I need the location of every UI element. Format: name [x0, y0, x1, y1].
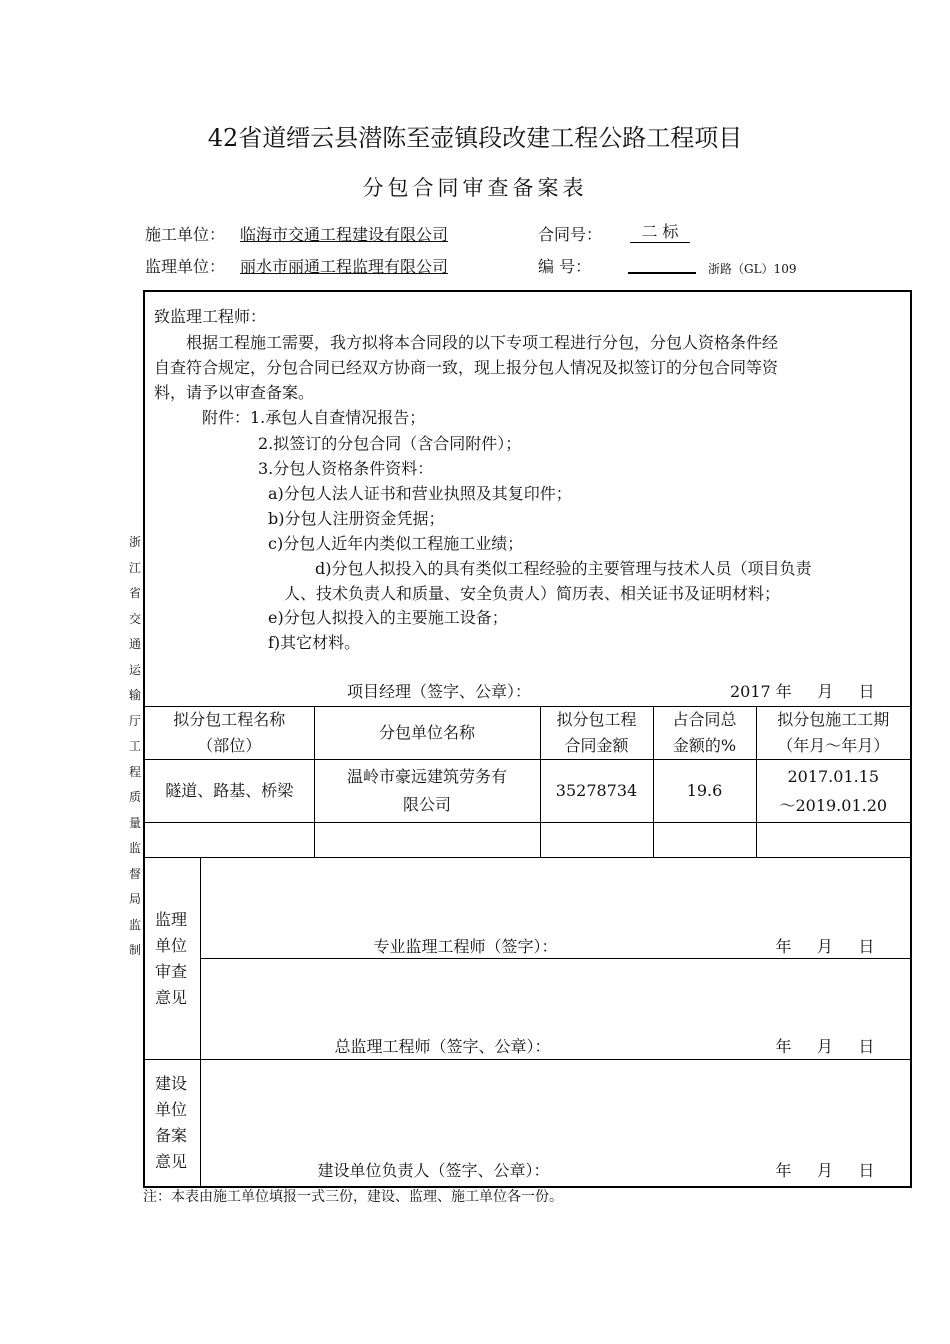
side-vertical-text — [128, 530, 142, 964]
attachment-3f: f)其它材料。 — [268, 633, 361, 652]
attachment-3d: d)分包人拟投入的具有类似工程经验的主要管理与技术人员（项目负责 — [315, 559, 812, 578]
side-char: 制 — [128, 943, 141, 957]
label-line: 意见 — [155, 1152, 188, 1171]
header-text: 分包单位名称 — [378, 723, 475, 742]
side-char: 省 — [128, 586, 141, 600]
cell-amount: 35278734 — [540, 760, 653, 823]
owner-filing-cell — [200, 1060, 911, 1188]
attachment-3a: a)分包人法人证书和营业执照及其复印件； — [268, 484, 572, 503]
serial-label: 编 号： — [538, 257, 592, 276]
table-row-empty — [144, 823, 911, 858]
header-text: （部位） — [197, 736, 262, 755]
cell-period — [756, 760, 911, 823]
page-title: 42省道缙云县潜陈至壶镇段改建工程公路工程项目 — [207, 124, 743, 152]
cell-text: 温岭市豪远建筑劳务有 — [346, 767, 507, 786]
owner-signature-label: 建设单位负责人（签字、公章）： — [317, 1161, 550, 1180]
cell-empty — [653, 823, 756, 858]
pm-signature-label: 项目经理（签字、公章）： — [347, 682, 532, 701]
attachment-2: 2.拟签订的分包合同（含合同附件）； — [258, 434, 522, 453]
contractor-label: 施工单位： — [145, 225, 226, 244]
side-char: 浙 — [128, 535, 141, 549]
cell-percent: 19.6 — [653, 760, 756, 823]
label-line: 意见 — [155, 987, 188, 1007]
table-row — [144, 760, 911, 823]
application-letter — [144, 291, 911, 707]
supervisor-label: 监理单位： — [145, 257, 226, 276]
label-line: 单位 — [155, 935, 188, 955]
side-char: 量 — [128, 815, 141, 830]
label-line: 审查 — [155, 961, 188, 981]
attachment-3: 3.分包人资格条件资料： — [258, 459, 434, 478]
label-line: 单位 — [155, 1100, 188, 1119]
side-char: 江 — [128, 560, 141, 575]
side-char: 运 — [128, 662, 141, 677]
owner-section-label — [144, 1060, 200, 1188]
contract-no-value: 二 标 — [630, 222, 690, 243]
chief-signature-label: 总监理工程师（签字、公章）： — [334, 1037, 551, 1056]
col-header-work-name — [144, 707, 314, 760]
attachment-1: 附件：1.承包人自查情况报告； — [202, 408, 426, 427]
label-line: 建设 — [155, 1074, 188, 1093]
footnote: 注：本表由施工单位填报一式三份，建设、监理、施工单位各一份。 — [143, 1189, 563, 1205]
side-char: 交 — [128, 611, 141, 626]
attachment-3e: e)分包人拟投入的主要施工设备； — [268, 608, 508, 627]
side-char: 程 — [128, 764, 141, 779]
engineer-signature-label: 专业监理工程师（签字）： — [373, 937, 558, 956]
header-text: 金额的% — [672, 736, 737, 755]
cell-work-name: 隧道、路基、桥梁 — [144, 760, 314, 823]
form-title: 分包合同审查备案表 — [362, 176, 588, 200]
side-char: 局 — [128, 892, 141, 906]
col-header-percent — [653, 707, 756, 760]
header-text: 拟分包施工工期 — [777, 710, 890, 729]
contractor-value: 临海市交通工程建设有限公司 — [240, 225, 449, 244]
header-text: 占合同总 — [672, 710, 737, 729]
cell-empty — [540, 823, 653, 858]
cell-empty — [314, 823, 540, 858]
owner-signature-date: 年 月 日 — [775, 1161, 875, 1180]
letter-body-line: 自查符合规定，分包合同已经双方协商一致，现上报分包人情况及拟签订的分包合同等资 — [154, 358, 779, 377]
cell-sub-unit — [314, 760, 540, 823]
cell-empty — [144, 823, 314, 858]
cell-text: 限公司 — [402, 795, 451, 814]
header-text: 拟分包工程 — [556, 710, 637, 729]
header-text: （年月～年月） — [777, 736, 890, 755]
cell-text: 2017.01.15 — [787, 767, 880, 786]
side-char: 质 — [128, 790, 141, 804]
chief-review-cell — [200, 959, 911, 1060]
supervisor-value: 丽水市丽通工程监理有限公司 — [240, 257, 449, 276]
letter-body-line: 料，请予以审查备案。 — [154, 383, 315, 402]
contract-no-label: 合同号： — [538, 225, 603, 244]
side-char: 通 — [128, 637, 141, 651]
review-section-label — [144, 858, 200, 1060]
letter-body-line: 根据工程施工需要，我方拟将本合同段的以下专项工程进行分包，分包人资格条件经 — [186, 333, 779, 352]
serial-code: 浙路（GL）109 — [708, 262, 797, 276]
col-header-period — [756, 707, 911, 760]
label-line: 监理 — [155, 909, 188, 929]
side-char: 监 — [128, 841, 141, 855]
attachment-3d-cont: 人、技术负责人和质量、安全负责人）简历表、相关证书及证明材料； — [284, 584, 781, 603]
side-char: 工 — [128, 739, 141, 753]
attachment-3b: b)分包人注册资金凭据； — [268, 509, 445, 528]
header-text: 拟分包工程名称 — [173, 710, 286, 729]
col-header-amount — [540, 707, 653, 760]
engineer-signature-date: 年 月 日 — [775, 937, 875, 956]
letter-greeting: 致监理工程师： — [154, 307, 267, 326]
side-char: 输 — [128, 688, 141, 702]
side-char: 监 — [128, 917, 141, 932]
filing-form-table — [143, 290, 912, 1188]
col-header-sub-unit — [314, 707, 540, 760]
serial-blank-line — [628, 272, 696, 274]
label-line: 备案 — [155, 1126, 188, 1145]
engineer-review-cell — [200, 858, 911, 959]
cell-empty — [756, 823, 911, 858]
cell-text: ～2019.01.20 — [779, 796, 888, 815]
pm-signature-date: 2017 年 月 日 — [730, 682, 875, 701]
attachment-3c: c)分包人近年内类似工程施工业绩； — [268, 534, 524, 553]
side-char: 厅 — [128, 713, 141, 728]
side-char: 督 — [128, 866, 141, 881]
chief-signature-date: 年 月 日 — [775, 1037, 875, 1056]
header-text: 合同金额 — [564, 736, 629, 755]
